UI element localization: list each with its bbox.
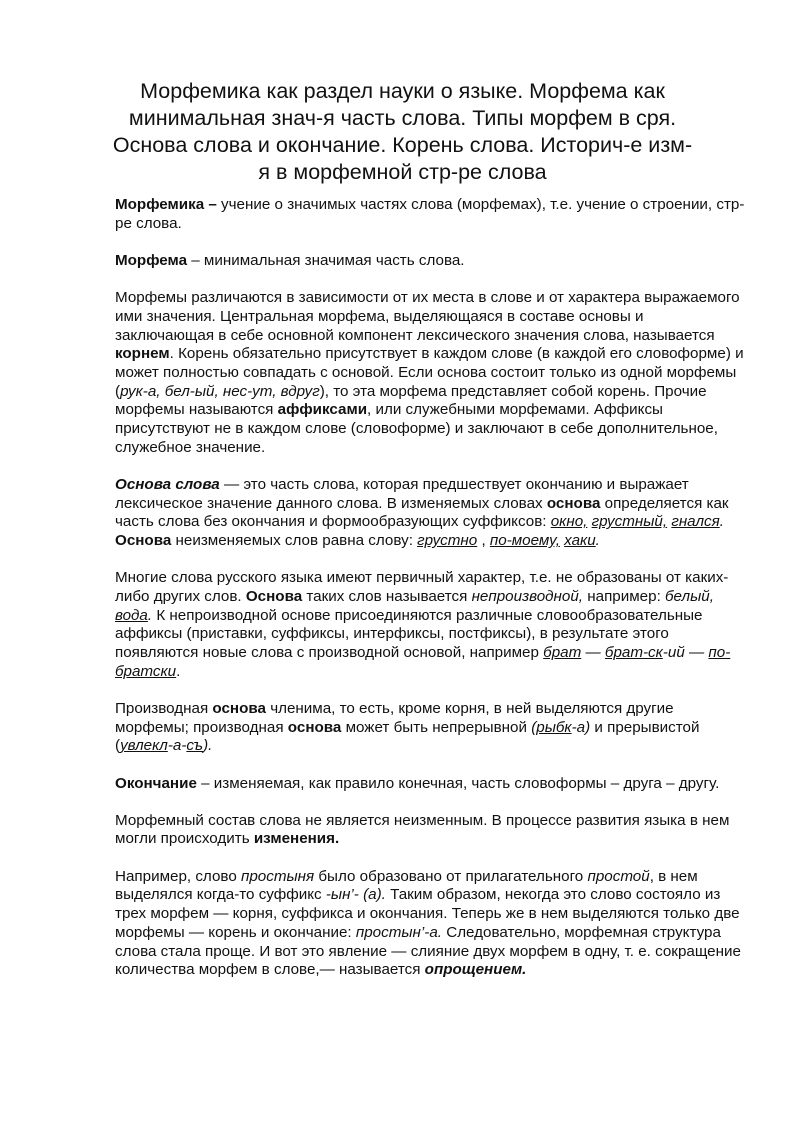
text-run: , <box>477 532 490 550</box>
text-run: увлекл <box>120 737 168 755</box>
text-run: Основа слова <box>115 475 220 493</box>
text-run: , или служебными морфемами. Аффиксы присутствуют не в каждом слове (словоформе) и заключают в себе дополнительное, служебное значение. <box>115 401 718 456</box>
text-run: например: <box>583 587 666 605</box>
text-run: -ын’- (а). <box>325 886 386 904</box>
para-morphemics <box>115 196 745 233</box>
para-nonderived <box>115 569 745 681</box>
text-run: окно, <box>550 513 588 531</box>
text-run: таких слов называется <box>302 587 472 605</box>
document-body <box>115 196 745 998</box>
text-run: может быть непрерывной <box>341 718 532 736</box>
text-run: основа <box>287 718 342 736</box>
text-run: основа <box>546 494 601 512</box>
text-run: грустный, <box>591 513 668 531</box>
text-run: – изменяемая, как правило конечная, часть словоформы – друга – другу. <box>196 774 720 792</box>
text-run: грустно <box>417 532 478 550</box>
text-run: белый, <box>665 587 714 605</box>
text-run: Следовательно, морфемная структура слова стала проще. И вот это явление — слияние двух морфем в одну, т. е. сокращение количества морфем в слове,— называется <box>115 923 741 979</box>
text-run: ( <box>531 718 537 736</box>
text-run: корнем <box>115 345 170 363</box>
text-run: Многие слова русского языка имеют первичный характер, т.е. не образованы от каких-либо других слов. <box>115 569 729 605</box>
text-run: и прерывистой ( <box>115 718 700 755</box>
text-run: гнался <box>671 513 720 531</box>
para-morpheme <box>115 252 745 271</box>
text-run: было образовано от прилагательного <box>314 867 588 885</box>
text-run: простын’-а. <box>355 923 442 941</box>
text-run: рыбк <box>536 718 572 736</box>
text-run: . <box>719 513 724 531</box>
text-run: -а) <box>571 718 591 736</box>
text-run: неизменяемых слов равна слову: <box>171 532 418 550</box>
text-run: Например, слово <box>115 867 241 885</box>
para-derived <box>115 700 745 756</box>
document-title: Морфемика как раздел науки о языке. Морфема как минимальная знач-я часть слова. Типы морфем в сря. Основа слова и окончание. Корень слова. Историч-е изм-я в морфемной стр-ре слова <box>112 79 693 184</box>
text-run: . <box>147 606 153 624</box>
text-run: вода <box>115 606 148 624</box>
text-run: . Корень обязательно присутствует в каждом слове (в каждой его словоформе) и может полностью совпадать с основой. Если основа состоит только из одной морфемы ( <box>115 345 744 400</box>
para-changes <box>115 812 745 849</box>
text-run: Морфема <box>115 251 188 269</box>
text-run: непроизводной, <box>471 587 584 605</box>
text-run: , в нем выделялся когда-то суффикс <box>115 867 698 904</box>
text-run: -ий — <box>662 644 709 662</box>
text-run: – минимальная значимая часть слова. <box>187 251 465 269</box>
text-run: хаки <box>564 532 596 550</box>
para-example <box>115 868 745 980</box>
text-run: рук-а, бел-ый, нес-ут, вдруг <box>120 382 320 400</box>
text-run: ), то эта морфема представляет собой корень. Прочие морфемы называются <box>115 382 707 419</box>
text-run: Морфемика – <box>115 196 217 213</box>
text-run: по-братски <box>115 644 731 680</box>
text-run: Производная <box>115 699 213 717</box>
text-run: учение о значимых частях слова (морфемах), т.е. учение о строении, стр-ре слова. <box>115 196 745 232</box>
text-run: брат <box>543 644 582 662</box>
text-run: . <box>176 662 181 680</box>
text-run: членима, то есть, кроме корня, в ней выделяются другие морфемы; производная <box>115 699 674 736</box>
text-run: опрощением. <box>424 961 527 979</box>
text-run: . <box>595 532 600 550</box>
text-run: по-моему, <box>489 532 560 550</box>
text-run: К непроизводной основе присоединяются различные словообразовательные аффиксы (приставки, суффиксы, интерфиксы, постфиксы), в результате этого появляются новые слова с производной основой, например <box>115 606 703 662</box>
para-morpheme-types <box>115 289 745 457</box>
text-run: определяется как часть слова без окончания и формообразующих суффиксов: <box>115 494 729 531</box>
text-run: Основа <box>115 532 172 550</box>
text-run: Морфемный состав слова не является неизменным. В процессе развития языка в нем могли происходить <box>115 811 730 848</box>
text-run: Основа <box>245 587 303 605</box>
text-run: изменения. <box>253 830 340 848</box>
text-run: основа <box>212 699 266 717</box>
text-run: аффиксами <box>277 401 368 419</box>
text-run: — это часть слова, которая предшествует окончанию и выражает лексическое значение данного слова. В изменяемых словах <box>115 475 689 512</box>
text-run: Окончание <box>115 774 197 792</box>
text-run: Морфемы различаются в зависимости от их места в слове и от характера выражаемого ими значения. Центральная морфема, выделяющаяся в составе основы и заключающая в себе основной компонент лексического значения слова, называется <box>115 289 740 344</box>
text-run: простыня <box>240 867 315 885</box>
text-run: ). <box>203 737 213 755</box>
text-run: брат-ск <box>604 644 663 662</box>
text-run: Таким образом, некогда это слово состояло из трех морфем — корня, суффикса и окончания. Теперь же в нем выделяются только две морфемы — корень и окончание: <box>115 886 740 941</box>
text-run: — <box>581 644 605 662</box>
para-ending <box>115 775 745 794</box>
text-run: простой <box>587 867 650 885</box>
text-run: съ <box>186 737 204 755</box>
text-run: -а- <box>167 737 187 755</box>
para-stem <box>115 476 745 551</box>
